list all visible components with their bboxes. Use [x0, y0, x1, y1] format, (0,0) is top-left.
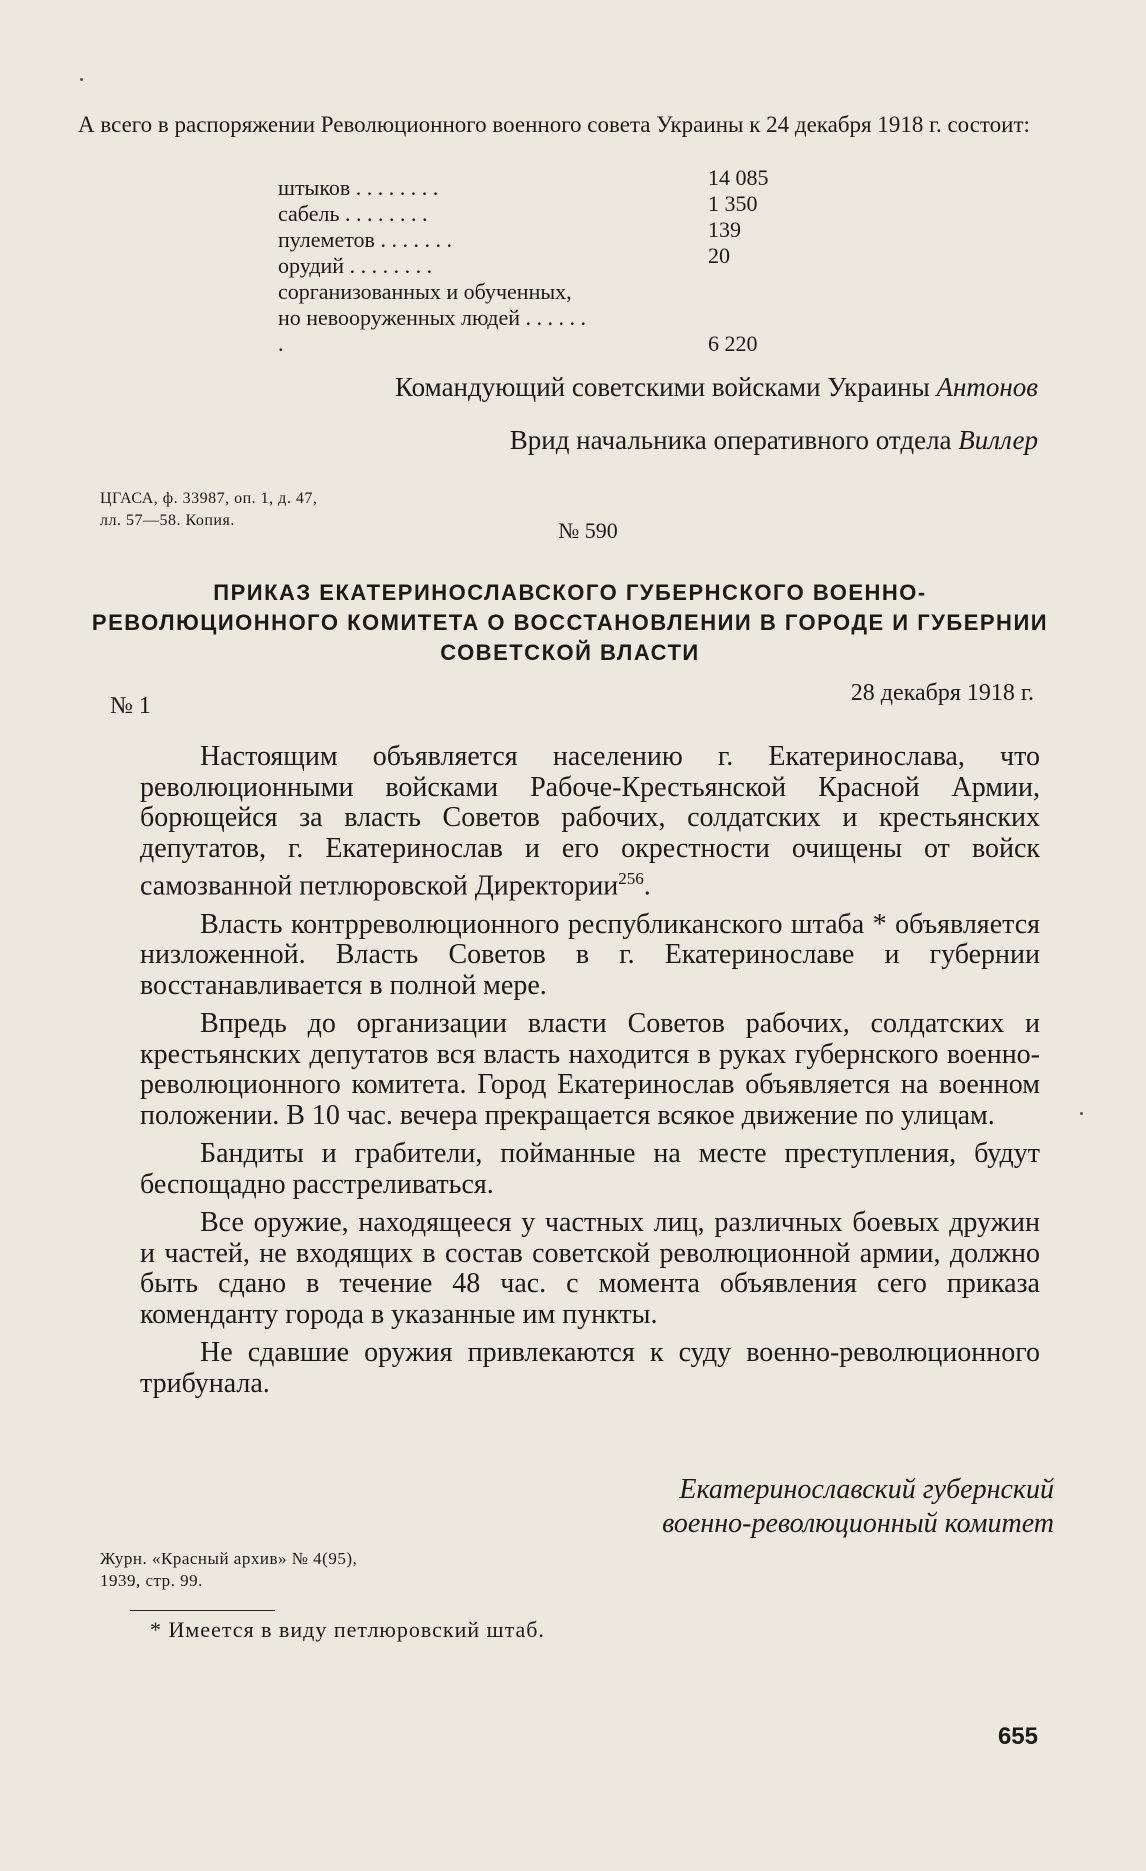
body-paragraph: Впредь до организации власти Советов рабочих, солдатских и крестьянских депутатов вся власть находится в руках губернского военно-революционного комитета. Город Екатеринослав объявляется на военном положении. В 10 час. вечера прекращается всякое движение по улицам. [140, 1008, 1040, 1131]
inventory-label: пулеметов . . . . . . . [278, 227, 452, 252]
commander-signature [395, 372, 1038, 403]
page-number: 655 [997, 1723, 1038, 1750]
body-paragraph: Все оружие, находящееся у частных лиц, различных боевых дружин и частей, не входящих в состав советской революционной армии, должно быть сдано в течение 48 час. с момента объявления сего приказа коменданту города в указанные им пункты. [140, 1207, 1040, 1330]
archive-reference: ЦГАСА, ф. 33987, оп. 1, д. 47, лл. 57—58. Копия. [100, 490, 318, 529]
footnote-divider [130, 1610, 275, 1611]
signature-name: Виллер [958, 425, 1038, 455]
body-paragraph: Бандиты и грабители, пойманные на месте преступления, будут беспощадно расстреливаться. [140, 1138, 1040, 1200]
inventory-intro: А всего в распоряжении Революционного военного совета Украины к 24 декабря 1918 г. состоит: [78, 112, 1030, 137]
inventory-label: орудий . . . . . . . . [278, 253, 433, 278]
body-paragraph: Власть контрреволюционного республиканского штаба * объявляется низложенной. Власть Советов в г. Екатеринославе и губернии восстанавливается в полной мере. [140, 908, 1040, 1001]
print-speck [80, 78, 83, 81]
signature-title: Врид начальника оперативного отдела [509, 425, 952, 455]
print-speck [1080, 1112, 1083, 1115]
inventory-row [278, 243, 818, 279]
inventory-value: 20 [708, 243, 730, 268]
inventory-label: штыков . . . . . . . . [278, 175, 439, 200]
inventory-list [278, 165, 818, 357]
source-reference: Журн. «Красный архив» № 4(95), 1939, стр. 99. [100, 1549, 358, 1590]
document-title: ПРИКАЗ ЕКАТЕРИНОСЛАВСКОГО ГУБЕРНСКОГО ВОЕННО-РЕВОЛЮЦИОННОГО КОМИТЕТА О ВОССТАНОВЛЕНИИ В ГОРОДЕ И ГУБЕРНИИ СОВЕТСКОЙ ВЛАСТИ [91, 580, 1049, 665]
inventory-value: 14 085 [708, 165, 769, 190]
signature-title: Командующий советскими войсками Украины [395, 372, 930, 402]
body-paragraph: Настоящим объявляется населению г. Екатеринослава, что революционными войсками Рабоче-Крестьянской Красной Армии, борющейся за власть Советов рабочих, солдатских и крестьянских депутатов, г. Екатеринослав и его окрестности очищены от войск самозванной петлюровской Директории$^{256}$. [140, 741, 1040, 902]
inventory-value: 1 350 [708, 191, 758, 216]
issuing-authority: Екатеринославский губернский военно-революционный комитет [662, 1474, 1054, 1539]
body-paragraph: Не сдавшие оружия привлекаются к суду военно-революционного трибунала. [140, 1337, 1040, 1399]
inventory-value: 6 220 [708, 331, 758, 356]
document-number: № 590 [558, 518, 618, 543]
endnote-ref: 256 [618, 869, 644, 888]
deputy-signature [510, 425, 1038, 456]
inventory-label: сорганизованных и обученных, но невооруженных людей . . . . . . . [278, 279, 586, 356]
inventory-label: сабель . . . . . . . . [278, 201, 428, 226]
inventory-row [278, 279, 818, 357]
inventory-value: 139 [708, 217, 741, 242]
signature-name: Антонов [936, 372, 1038, 402]
footnote: * Имеется в виду петлюровский штаб. [150, 1617, 545, 1642]
order-number: № 1 [110, 693, 151, 719]
order-date: 28 декабря 1918 г. [850, 680, 1034, 706]
order-body [140, 742, 1040, 1407]
